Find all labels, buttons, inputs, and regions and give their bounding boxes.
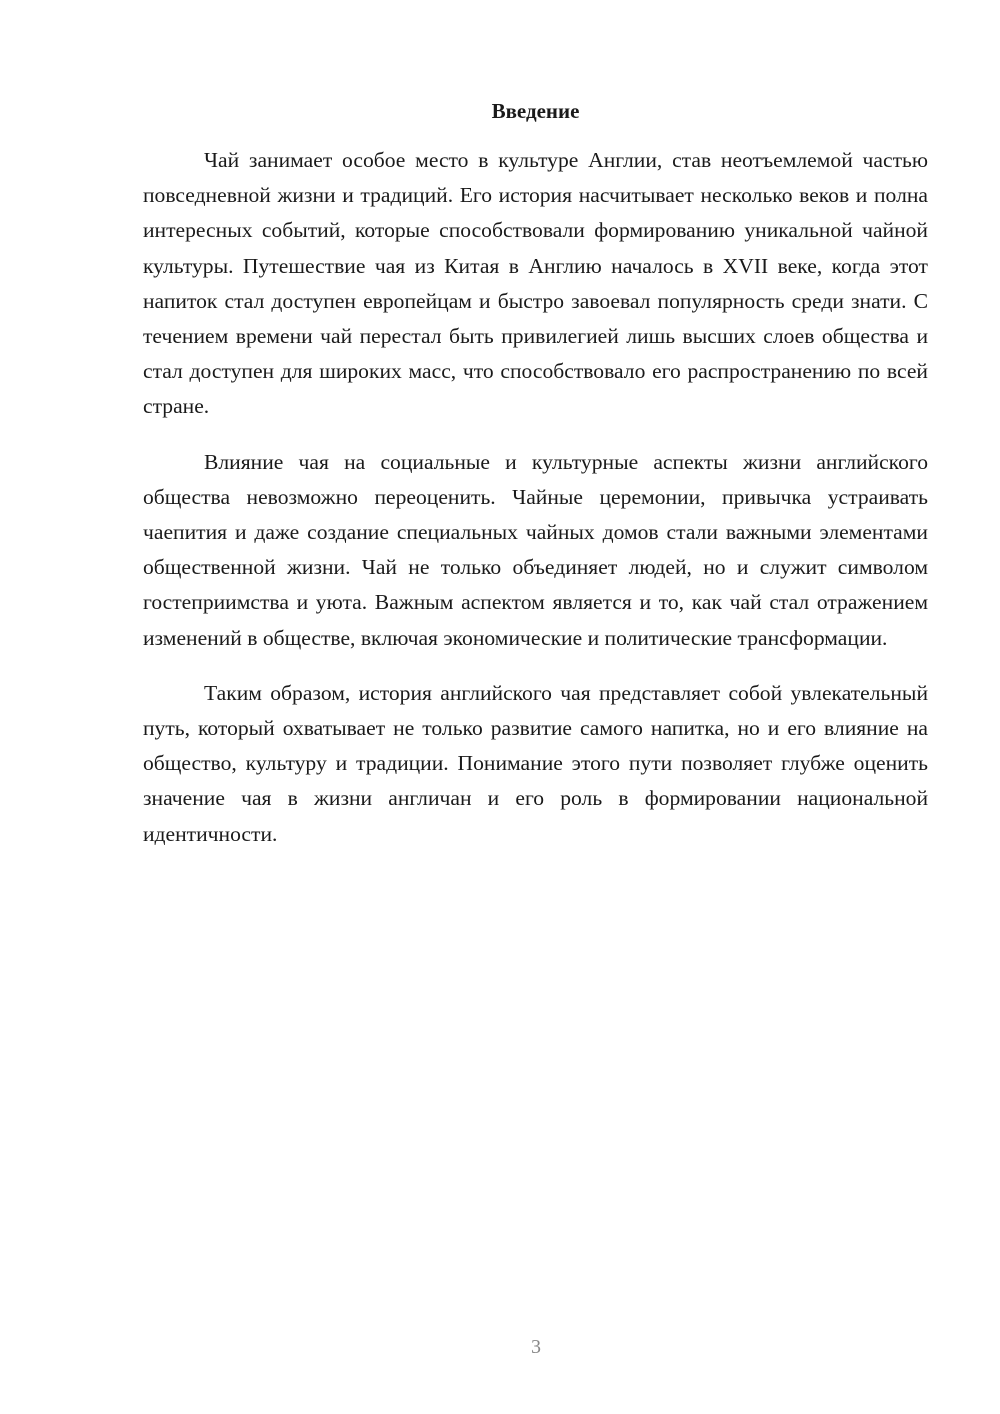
body-text: [143, 143, 928, 872]
section-title: Введение: [491, 99, 580, 123]
paragraph-3: Таким образом, история английского чая представляет собой увлекательный путь, который охватывает не только развитие самого напитка, но и его влияние на общество, культуру и традиции. Понимание этого пути позволяет глубже оценить значение чая в жизни англичан и его роль в формировании национальной идентичности.: [143, 680, 928, 846]
paragraph-2: Влияние чая на социальные и культурные аспекты жизни английского общества невозможно переоценить. Чайные церемонии, привычка устраивать чаепития и даже создание специальных чайных домов стали важными элементами общественной жизни. Чай не только объединяет людей, но и служит символом гостеприимства и уюта. Важным аспектом является и то, как чай стал отражением изменений в обществе, включая экономические и политические трансформации.: [143, 449, 928, 650]
page-number: 3: [531, 1336, 541, 1358]
paragraph-1: Чай занимает особое место в культуре Англии, став неотъемлемой частью повседневной жизни и традиций. Его история насчитывает несколько веков и полна интересных событий, которые способствовали формированию уникальной чайной культуры. Путешествие чая из Китая в Англию началось в XVII веке, когда этот напиток стал доступен европейцам и быстро завоевал популярность среди знати. С течением времени чай перестал быть привилегией лишь высших слоев общества и стал доступен для широких масс, что способствовало его распространению по всей стране.: [143, 148, 928, 419]
